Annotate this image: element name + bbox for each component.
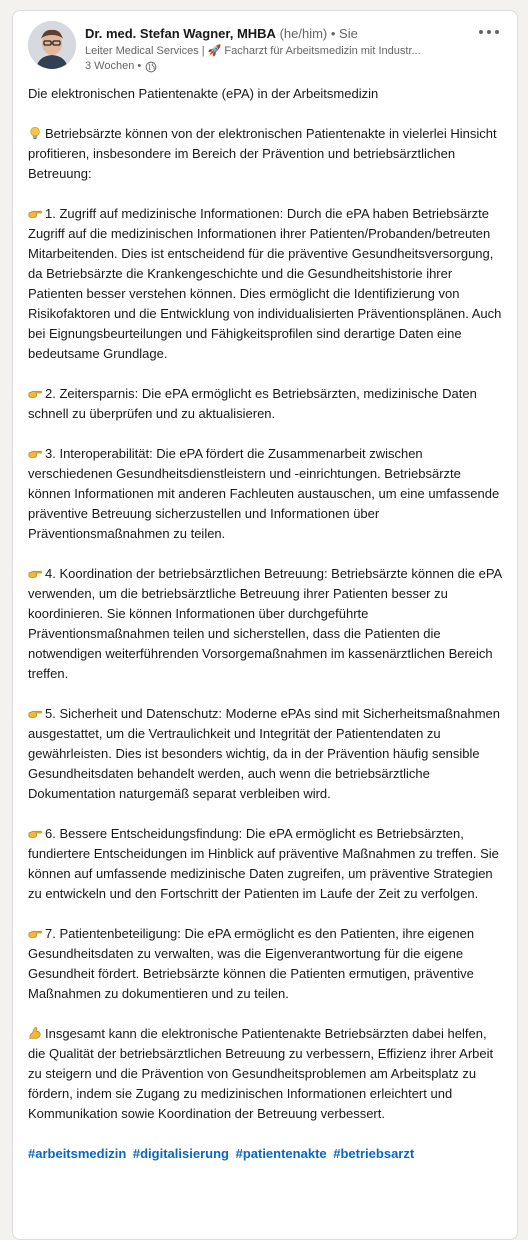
avatar-photo [28, 21, 76, 69]
pointing-hand-icon [28, 926, 42, 940]
author-avatar[interactable] [28, 21, 76, 69]
post-timestamp: 3 Wochen • [85, 60, 142, 72]
flexed-biceps-icon [28, 1026, 42, 1040]
hashtag-link[interactable]: #arbeitsmedizin [28, 1146, 127, 1161]
pointing-hand-icon [28, 826, 42, 840]
hashtag-link[interactable]: #digitalisierung [132, 1146, 229, 1161]
point-paragraph [28, 204, 504, 364]
post-title: Die elektronischen Patientenakte (ePA) in der Arbeitsmedizin [28, 86, 379, 101]
connection-degree: • Sie [330, 26, 358, 41]
point-paragraph [28, 564, 504, 684]
pointing-hand-icon [28, 446, 42, 460]
point-text: 3. Interoperabilität: Die ePA fördert die Zusammenarbeit zwischen verschiedenen Gesundheitsdienstleistern und -einrichtungen. Betriebsärzte können Informationen mit anderen Fachleuten austauschen, um eine umfassende präventive Betreuung sicherzustellen und Informationen über Präventionsmaßnahmen zu teilen. [28, 446, 500, 541]
more-options-button[interactable] [473, 21, 505, 43]
author-name[interactable]: Dr. med. Stefan Wagner, MHBA [85, 26, 276, 41]
point-paragraph [28, 444, 504, 544]
point-text: 7. Patientenbeteiligung: Die ePA ermöglicht es den Patienten, ihre eigenen Gesundheitsdaten zu verwalten, was die Eigenverantwortung für die eigene Gesundheit fördert. Betriebsärzte können die Patienten ermutigen, präventive Maßnahmen zu dokumentieren und zu teilen. [28, 926, 475, 1001]
point-text: 4. Koordination der betriebsärztlichen Betreuung: Betriebsärzte können die ePA verwenden, um die betriebsärztliche Betreuung ihrer Patienten besser zu koordinieren. Sie können Informationen über durchgeführte Präventionsmaßnahmen teilen und sicherstellen, dass die Patienten die notwendigen weiterführenden Vorsorgemaßnahmen im kassenärztlichen Bereich treffen. [28, 566, 502, 681]
post-card [12, 10, 518, 1240]
author-meta [85, 25, 475, 74]
pointing-hand-icon [28, 386, 42, 400]
globe-icon [145, 61, 157, 73]
conclusion-paragraph [28, 1024, 504, 1124]
intro-paragraph [28, 124, 504, 184]
author-name-line [85, 25, 475, 43]
point-paragraph [28, 924, 504, 1004]
more-horizontal-icon [477, 28, 501, 36]
intro-text: Betriebsärzte können von der elektronischen Patientenakte in vielerlei Hinsicht profitieren, insbesondere im Bereich der Prävention und betriebsärztlichen Betreuung: [28, 126, 497, 181]
hashtag-link[interactable]: #patientenakte [235, 1146, 327, 1161]
hashtag-list [28, 1144, 504, 1164]
conclusion-text: Insgesamt kann die elektronische Patientenakte Betriebsärzten dabei helfen, die Qualität der betriebsärztlichen Betreuung zu verbessern, Effizienz ihrer Arbeit zu steigern und die Prävention von Gesundheitsproblemen am Arbeitsplatz zu fördern, indem sie Zugang zu medizinischen Informationen erleichtert und Kommunikation sowie Koordination der Betreuung verbessert. [28, 1026, 494, 1121]
post-timestamp-line [85, 59, 475, 74]
author-headline[interactable]: Leiter Medical Services | 🚀 Facharzt für Arbeitsmedizin mit Industr... [85, 45, 421, 57]
point-text: 2. Zeitersparnis: Die ePA ermöglicht es Betriebsärzten, medizinische Daten schnell zu überprüfen und zu aktualisieren. [28, 386, 477, 421]
author-pronouns: (he/him) [279, 26, 328, 41]
pointing-hand-icon [28, 706, 42, 720]
pointing-hand-icon [28, 206, 42, 220]
post-body [28, 84, 504, 1184]
hashtag-link[interactable]: #betriebsarzt [333, 1146, 415, 1161]
point-paragraph [28, 704, 504, 804]
point-text: 5. Sicherheit und Datenschutz: Moderne ePAs sind mit Sicherheitsmaßnahmen ausgestattet, um die Vertraulichkeit und Integrität der Patientendaten zu gewährleisten. Dies ist besonders wichtig, da in der Prävention häufig sensible Gesundheitsdaten behandelt werden, auch wenn die betriebsärztliche Dokumentation naturgemäß separat verbleiben wird. [28, 706, 500, 801]
post-header [13, 11, 517, 81]
point-text: 1. Zugriff auf medizinische Informationen: Durch die ePA haben Betriebsärzte Zugriff auf die medizinischen Informationen ihrer Patienten/Probanden/betreuten Mitarbeitenden. Dies ist entscheidend für die präventive Gesundheitsversorgung, da Betriebsärzte die Krankengeschichte und die Gesundheitshistorie ihrer Patienten besser verstehen können. Dies ermöglicht die Identifizierung von Risikofaktoren und die Entwicklung von individualisierten Präventionsplänen. Auch bei Eignungsbeurteilungen und Fähigkeitsprofilen sind derartige Daten eine bedeutsame Grundlage. [28, 206, 502, 361]
point-paragraph [28, 824, 504, 904]
point-paragraph [28, 384, 504, 424]
point-text: 6. Bessere Entscheidungsfindung: Die ePA ermöglicht es Betriebsärzten, fundiertere Entscheidungen im Hinblick auf präventive Maßnahmen zu treffen. Sie können auf umfassende medizinische Daten zugreifen, um präventive Strategien zu entwickeln und den Fortschritt der Patienten im Laufe der Zeit zu verfolgen. [28, 826, 499, 901]
light-bulb-icon [28, 126, 42, 140]
pointing-hand-icon [28, 566, 42, 580]
